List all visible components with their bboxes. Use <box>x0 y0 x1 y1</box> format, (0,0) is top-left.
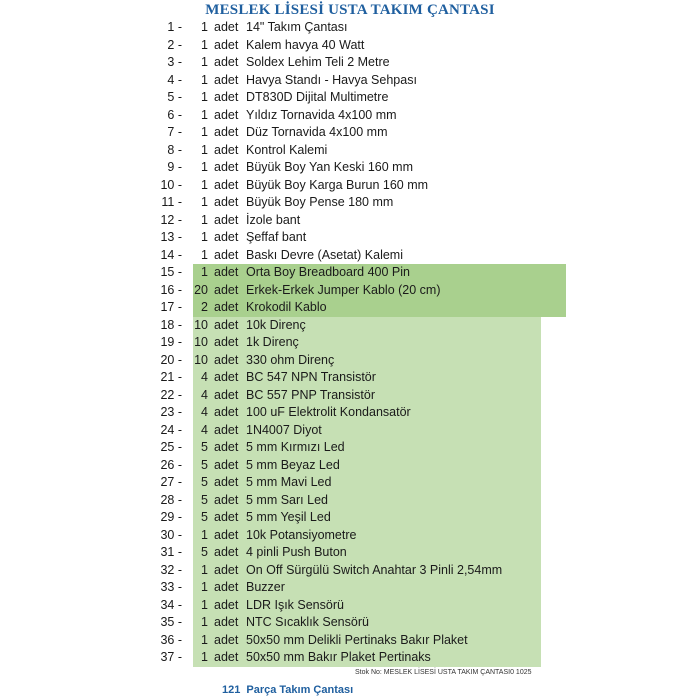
item-number: 9 - <box>167 160 182 174</box>
item-unit: adet <box>214 527 239 542</box>
list-item <box>0 282 700 300</box>
item-unit: adet <box>214 422 239 437</box>
item-quantity: 1 <box>201 230 208 244</box>
item-description: 1k Direnç <box>246 335 299 349</box>
item-number: 30 - <box>160 527 182 542</box>
item-quantity: 10 <box>194 317 208 332</box>
item-description: Baskı Devre (Asetat) Kalemi <box>246 247 403 262</box>
item-description: On Off Sürgülü Switch Anahtar 3 Pinli 2,54mm <box>246 562 503 577</box>
item-unit: adet <box>214 405 239 419</box>
list-item <box>0 159 700 177</box>
item-description: 10k Potansiyometre <box>246 527 357 542</box>
item-quantity: 1 <box>201 20 208 34</box>
item-quantity: 1 <box>201 37 208 52</box>
item-quantity: 1 <box>201 177 208 192</box>
item-description: 5 mm Beyaz Led <box>246 457 340 472</box>
item-unit: adet <box>214 160 239 174</box>
item-description: Kalem havya 40 Watt <box>246 37 365 52</box>
item-unit: adet <box>214 352 239 367</box>
item-quantity: 1 <box>201 90 208 104</box>
list-item <box>0 422 700 440</box>
item-unit: adet <box>214 177 239 192</box>
item-description: Erkek-Erkek Jumper Kablo (20 cm) <box>246 282 441 297</box>
item-unit: adet <box>214 492 239 507</box>
item-description: LDR Işık Sensörü <box>246 597 344 612</box>
item-quantity: 1 <box>201 247 208 262</box>
item-quantity: 4 <box>201 370 208 384</box>
summary-label: Parça Takım Çantası <box>246 684 354 696</box>
item-description: 1N4007 Diyot <box>246 422 322 437</box>
item-unit: adet <box>214 90 239 104</box>
item-number: 26 - <box>160 457 182 472</box>
item-unit: adet <box>214 300 239 314</box>
item-quantity: 2 <box>201 300 208 314</box>
item-quantity: 10 <box>194 352 208 367</box>
item-unit: adet <box>214 20 239 34</box>
stock-number: Stok No: MESLEK LİSESİ USTA TAKIM ÇANTASI0 1025 <box>355 669 532 676</box>
item-unit: adet <box>214 580 239 594</box>
item-quantity: 1 <box>201 160 208 174</box>
item-quantity: 5 <box>201 475 208 489</box>
item-number: 7 - <box>167 125 182 139</box>
item-description: Büyük Boy Karga Burun 160 mm <box>246 177 429 192</box>
item-quantity: 1 <box>201 55 208 69</box>
item-description: Şeffaf bant <box>246 230 307 244</box>
item-unit: adet <box>214 562 239 577</box>
list-item <box>0 334 700 352</box>
item-unit: adet <box>214 475 239 489</box>
list-item <box>0 194 700 212</box>
list-item <box>0 439 700 457</box>
item-quantity: 1 <box>201 212 208 227</box>
item-quantity: 5 <box>201 492 208 507</box>
list-item <box>0 37 700 55</box>
item-unit: adet <box>214 632 239 647</box>
list-item <box>0 229 700 247</box>
list-item <box>0 387 700 405</box>
item-description: 14" Takım Çantası <box>246 20 348 34</box>
list-item <box>0 527 700 545</box>
item-unit: adet <box>214 265 239 279</box>
list-item <box>0 89 700 107</box>
item-number: 23 - <box>160 405 182 419</box>
item-number: 24 - <box>160 422 182 437</box>
item-description: Düz Tornavida 4x100 mm <box>246 125 388 139</box>
item-number: 3 - <box>167 55 182 69</box>
list-item <box>0 212 700 230</box>
list-item <box>0 579 700 597</box>
item-quantity: 5 <box>201 545 208 559</box>
item-number: 2 - <box>167 37 182 52</box>
item-number: 21 - <box>160 370 182 384</box>
item-unit: adet <box>214 597 239 612</box>
item-quantity: 1 <box>201 632 208 647</box>
item-description: Orta Boy Breadboard 400 Pin <box>246 265 410 279</box>
item-quantity: 5 <box>201 440 208 454</box>
item-number: 15 - <box>160 265 182 279</box>
list-item <box>0 107 700 125</box>
list-item <box>0 562 700 580</box>
item-number: 32 - <box>160 562 182 577</box>
item-description: 5 mm Sarı Led <box>246 492 328 507</box>
item-description: 100 uF Elektrolit Kondansatör <box>246 405 411 419</box>
item-unit: adet <box>214 282 239 297</box>
list-item <box>0 404 700 422</box>
item-number: 1 - <box>167 20 182 34</box>
item-unit: adet <box>214 510 239 524</box>
item-unit: adet <box>214 615 239 629</box>
item-description: Yıldız Tornavida 4x100 mm <box>246 107 397 122</box>
list-item <box>0 72 700 90</box>
item-description: 5 mm Yeşil Led <box>246 510 331 524</box>
item-description: BC 557 PNP Transistör <box>246 387 375 402</box>
item-unit: adet <box>214 387 239 402</box>
item-description: NTC Sıcaklık Sensörü <box>246 615 369 629</box>
item-unit: adet <box>214 55 239 69</box>
item-unit: adet <box>214 335 239 349</box>
item-number: 13 - <box>160 230 182 244</box>
item-number: 20 - <box>160 352 182 367</box>
item-quantity: 1 <box>201 195 208 209</box>
list-item <box>0 474 700 492</box>
item-quantity: 4 <box>201 387 208 402</box>
item-number: 27 - <box>160 475 182 489</box>
list-item <box>0 317 700 335</box>
item-list <box>0 19 700 667</box>
item-quantity: 1 <box>201 615 208 629</box>
list-item <box>0 597 700 615</box>
list-item <box>0 352 700 370</box>
item-number: 25 - <box>160 440 182 454</box>
item-description: İzole bant <box>246 212 301 227</box>
item-description: Büyük Boy Pense 180 mm <box>246 195 394 209</box>
item-quantity: 4 <box>201 422 208 437</box>
item-number: 16 - <box>160 282 182 297</box>
item-unit: adet <box>214 142 239 157</box>
item-unit: adet <box>214 125 239 139</box>
item-number: 31 - <box>160 545 182 559</box>
list-item <box>0 124 700 142</box>
item-description: 50x50 mm Bakır Plaket Pertinaks <box>246 650 431 664</box>
list-item <box>0 299 700 317</box>
list-item <box>0 142 700 160</box>
item-quantity: 1 <box>201 597 208 612</box>
item-description: 5 mm Mavi Led <box>246 475 332 489</box>
item-number: 17 - <box>160 300 182 314</box>
item-number: 29 - <box>160 510 182 524</box>
item-description: Soldex Lehim Teli 2 Metre <box>246 55 390 69</box>
item-unit: adet <box>214 370 239 384</box>
item-description: Krokodil Kablo <box>246 300 327 314</box>
item-number: 33 - <box>160 580 182 594</box>
item-quantity: 1 <box>201 72 208 87</box>
list-item <box>0 247 700 265</box>
item-number: 8 - <box>167 142 182 157</box>
item-description: 330 ohm Direnç <box>246 352 335 367</box>
item-number: 19 - <box>160 335 182 349</box>
list-item <box>0 457 700 475</box>
item-number: 35 - <box>160 615 182 629</box>
item-quantity: 1 <box>201 527 208 542</box>
item-number: 6 - <box>167 107 182 122</box>
item-description: Buzzer <box>246 580 285 594</box>
item-number: 36 - <box>160 632 182 647</box>
item-unit: adet <box>214 230 239 244</box>
item-quantity: 1 <box>201 142 208 157</box>
list-item <box>0 264 700 282</box>
list-item <box>0 177 700 195</box>
item-number: 34 - <box>160 597 182 612</box>
item-unit: adet <box>214 72 239 87</box>
item-unit: adet <box>214 650 239 664</box>
item-unit: adet <box>214 212 239 227</box>
item-quantity: 4 <box>201 405 208 419</box>
list-item <box>0 19 700 37</box>
item-description: 50x50 mm Delikli Pertinaks Bakır Plaket <box>246 632 468 647</box>
item-description: 4 pinli Push Buton <box>246 545 347 559</box>
item-number: 14 - <box>160 247 182 262</box>
list-item <box>0 509 700 527</box>
item-description: 10k Direnç <box>246 317 306 332</box>
list-item <box>0 54 700 72</box>
item-number: 28 - <box>160 492 182 507</box>
item-description: Büyük Boy Yan Keski 160 mm <box>246 160 413 174</box>
item-unit: adet <box>214 37 239 52</box>
item-unit: adet <box>214 195 239 209</box>
item-quantity: 10 <box>194 335 208 349</box>
item-unit: adet <box>214 317 239 332</box>
item-quantity: 1 <box>201 650 208 664</box>
item-description: BC 547 NPN Transistör <box>246 370 376 384</box>
list-item <box>0 649 700 667</box>
item-description: Havya Standı - Havya Sehpası <box>246 72 417 87</box>
list-item <box>0 614 700 632</box>
list-item <box>0 632 700 650</box>
item-quantity: 1 <box>201 125 208 139</box>
item-number: 4 - <box>167 72 182 87</box>
item-description: DT830D Dijital Multimetre <box>246 90 389 104</box>
list-item <box>0 544 700 562</box>
item-quantity: 1 <box>201 580 208 594</box>
item-quantity: 1 <box>201 107 208 122</box>
item-unit: adet <box>214 545 239 559</box>
item-description: 5 mm Kırmızı Led <box>246 440 345 454</box>
list-item <box>0 369 700 387</box>
item-number: 10 - <box>160 177 182 192</box>
item-unit: adet <box>214 107 239 122</box>
item-quantity: 1 <box>201 265 208 279</box>
list-item <box>0 492 700 510</box>
item-quantity: 5 <box>201 510 208 524</box>
item-unit: adet <box>214 247 239 262</box>
item-number: 5 - <box>167 90 182 104</box>
document-title: MESLEK LİSESİ USTA TAKIM ÇANTASI <box>205 2 495 18</box>
item-number: 18 - <box>160 317 182 332</box>
item-number: 37 - <box>160 650 182 664</box>
item-quantity: 1 <box>201 562 208 577</box>
item-quantity: 5 <box>201 457 208 472</box>
item-unit: adet <box>214 457 239 472</box>
item-number: 11 - <box>161 195 182 209</box>
item-quantity: 20 <box>194 282 208 297</box>
summary <box>222 684 353 696</box>
item-description: Kontrol Kalemi <box>246 142 328 157</box>
item-number: 12 - <box>160 212 182 227</box>
item-number: 22 - <box>160 387 182 402</box>
summary-count: 121 <box>222 684 241 696</box>
item-unit: adet <box>214 440 239 454</box>
